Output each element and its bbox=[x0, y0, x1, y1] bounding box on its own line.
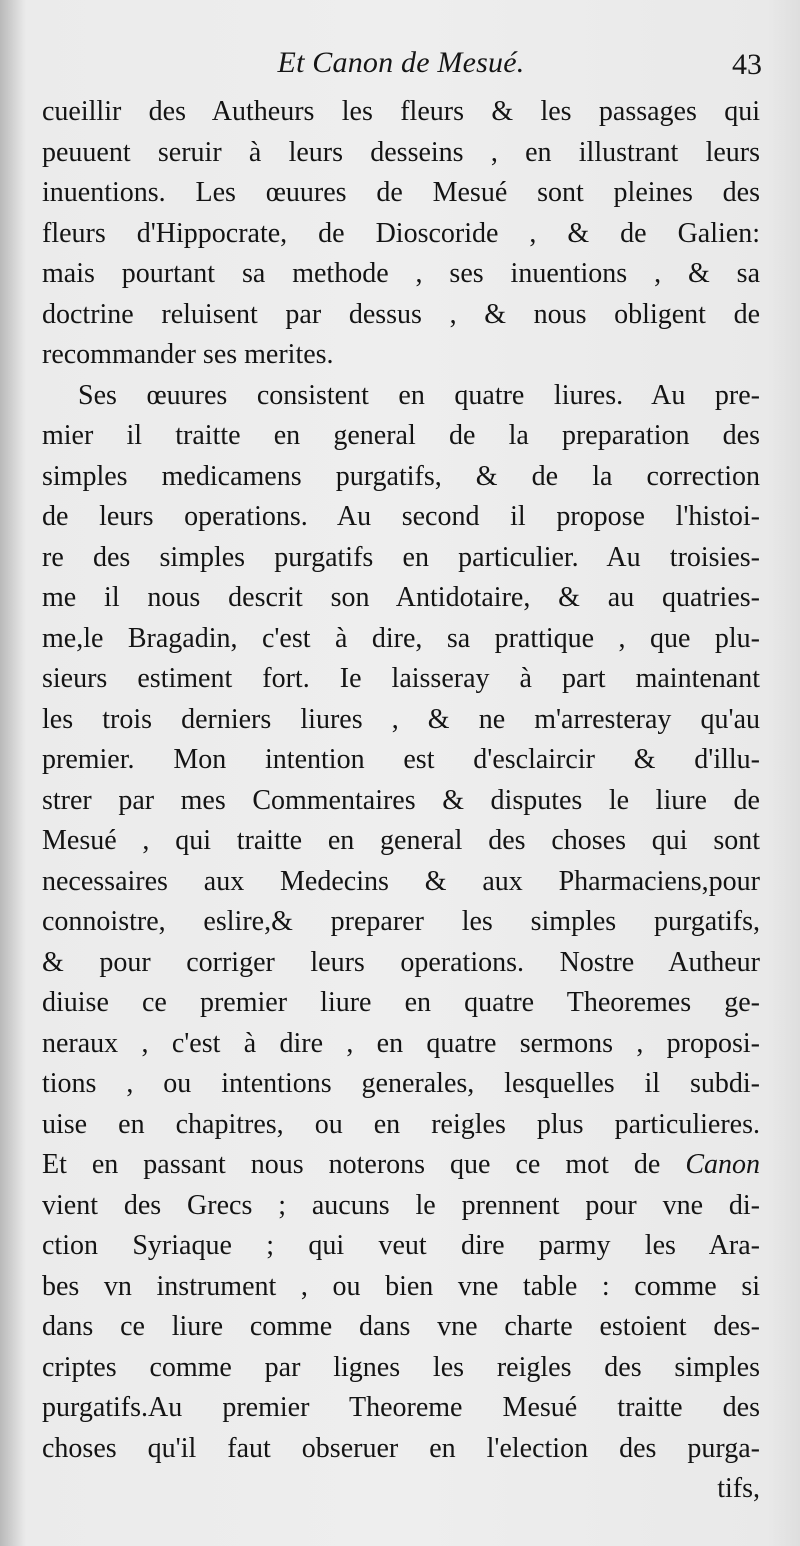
text-line: fleurs d'Hippocrate, de Dioscoride , & de Galien: bbox=[42, 217, 760, 249]
text-line: inuentions. Les œuures de Mesué sont pleines des bbox=[42, 177, 760, 208]
running-title: Et Canon de Mesué. bbox=[277, 46, 525, 79]
italic-word-canon: Canon bbox=[685, 1149, 760, 1180]
text-line: re des simples purgatifs en particulier. Au troisies- bbox=[42, 541, 760, 573]
text-line: recommander ses merites. bbox=[42, 339, 334, 370]
text-line: & pour corriger leurs operations. Nostre Autheur bbox=[42, 946, 760, 978]
page-number: 43 bbox=[732, 48, 762, 81]
text-line: choses qu'il faut obseruer en l'election des purga- bbox=[42, 1432, 760, 1464]
text-line: criptes comme par lignes les reigles des simples bbox=[42, 1351, 760, 1383]
page-header bbox=[40, 46, 762, 90]
text-line: me,le Bragadin, c'est à dire, sa prattique , que plu- bbox=[42, 622, 760, 654]
text-line: necessaires aux Medecins & aux Pharmaciens,pour bbox=[42, 865, 760, 897]
gutter-shadow bbox=[0, 0, 26, 1546]
text-line: diuise ce premier liure en quatre Theoremes ge- bbox=[42, 987, 760, 1018]
text-line: connoistre, eslire,& preparer les simples purgatifs, bbox=[42, 906, 760, 937]
catchword: tifs, bbox=[717, 1473, 760, 1504]
text-line: Mesué , qui traitte en general des choses qui sont bbox=[42, 825, 760, 856]
text-line: peuuent seruir à leurs desseins , en illustrant leurs bbox=[42, 136, 760, 168]
text-line: vient des Grecs ; aucuns le prennent pour vne di- bbox=[42, 1189, 760, 1221]
text-line: purgatifs.Au premier Theoreme Mesué traitte des bbox=[42, 1392, 760, 1423]
text-line: mais pourtant sa methode , ses inuentions , & sa bbox=[42, 258, 760, 289]
text-line: ction Syriaque ; qui veut dire parmy les Ara- bbox=[42, 1230, 760, 1261]
text-line: doctrine reluisent par dessus , & nous obligent de bbox=[42, 298, 760, 330]
text-line: me il nous descrit son Antidotaire, & au quatries- bbox=[42, 582, 760, 613]
text-line: tions , ou intentions generales, lesquelles il subdi- bbox=[42, 1068, 760, 1099]
text-line: Ses œuures consistent en quatre liures. Au pre- bbox=[78, 379, 760, 411]
text-line: les trois derniers liures , & ne m'arresteray qu'au bbox=[42, 703, 760, 735]
text-line: strer par mes Commentaires & disputes le liure de bbox=[42, 784, 760, 816]
text-line: bes vn instrument , ou bien vne table : comme si bbox=[42, 1270, 760, 1302]
text-line: neraux , c'est à dire , en quatre sermons , proposi- bbox=[42, 1027, 760, 1059]
text-line: sieurs estiment fort. Ie laisseray à part maintenant bbox=[42, 663, 760, 694]
text-line: simples medicamens purgatifs, & de la correction bbox=[42, 460, 760, 492]
text-line-with-italic bbox=[42, 1145, 760, 1186]
text-line: mier il traitte en general de la preparation des bbox=[42, 420, 760, 451]
text-line: cueillir des Autheurs les fleurs & les passages qui bbox=[42, 96, 760, 127]
text-line: de leurs operations. Au second il propose l'histoi- bbox=[42, 501, 760, 532]
text-line: uise en chapitres, ou en reigles plus particulieres. bbox=[42, 1108, 760, 1140]
body-text bbox=[42, 92, 760, 1510]
text-line: premier. Mon intention est d'esclaircir & d'illu- bbox=[42, 744, 760, 775]
text-line: dans ce liure comme dans vne charte estoient des- bbox=[42, 1311, 760, 1342]
text-line-start: Et en passant nous noterons que ce mot de bbox=[42, 1149, 661, 1180]
